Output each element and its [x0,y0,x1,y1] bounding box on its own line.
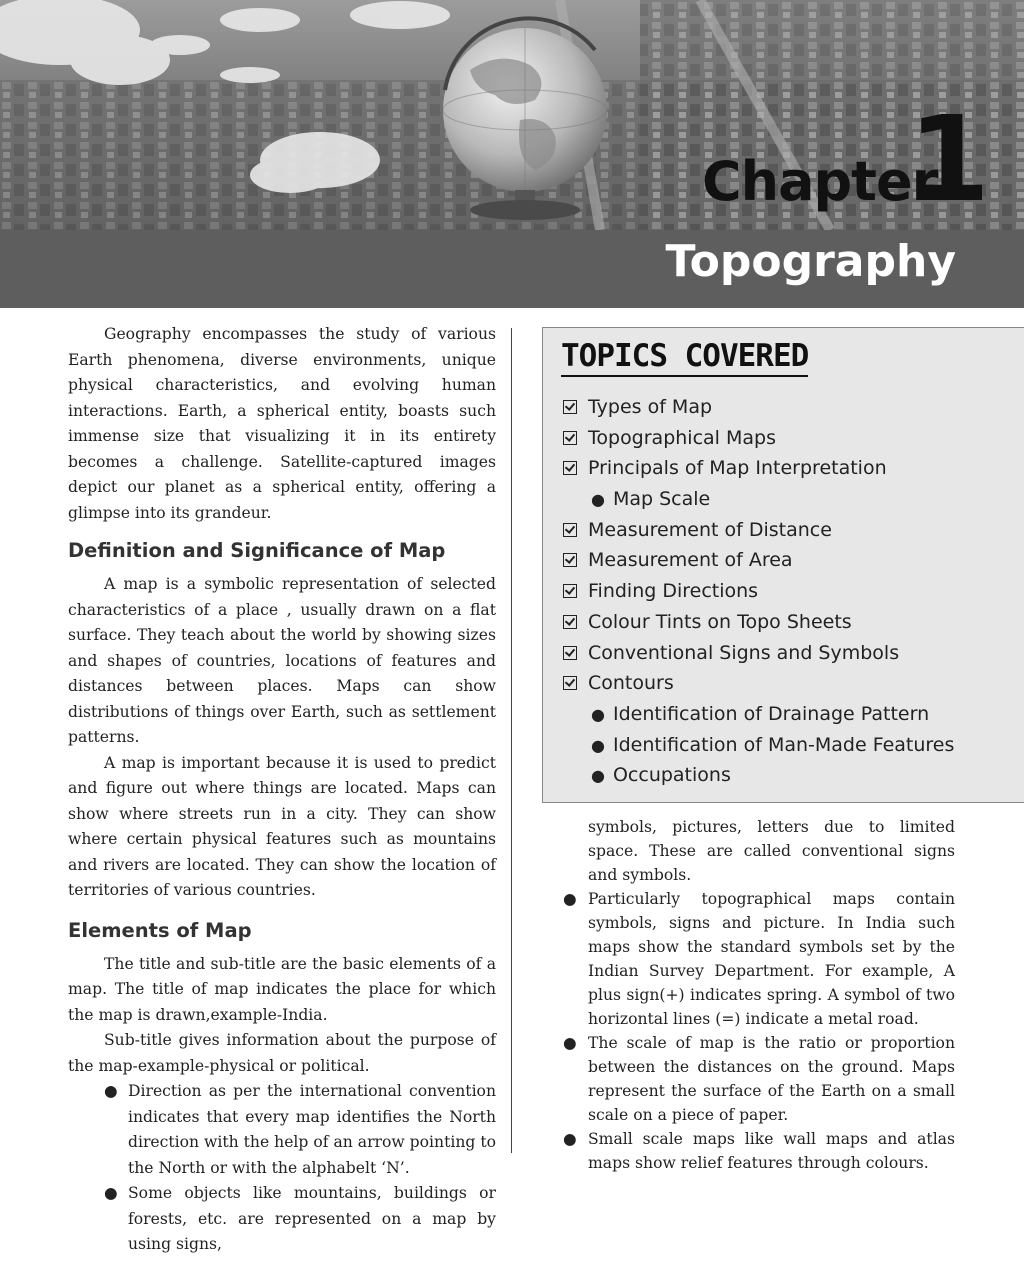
topic-item [563,576,954,607]
checkbox-checked-icon [563,431,577,445]
section-heading-definition: Definition and Significance of Map [68,539,446,562]
topic-item [563,484,954,515]
topic-item [563,423,954,454]
bullet-icon: ● [591,735,605,755]
right-column [563,815,955,1175]
checkbox-checked-icon [563,676,577,690]
topic-item [563,730,954,761]
list-item: ● Direction as per the international convention indicates that every map identifies the North direction with the help of an arrow pointing to the North or with the alphabelt ‘N’. [68,1079,496,1181]
topic-label: Measurement of Area [588,549,793,572]
bullet-icon: ● [591,490,605,510]
topic-label: Principals of Map Interpretation [588,457,887,480]
paragraph: Sub-title gives information about the purpose of the map-example-physical or political. [68,1031,496,1075]
chapter-label: Chapter [702,150,938,213]
bullet-icon: ● [563,1034,577,1052]
chapter-banner [0,0,1024,230]
topic-item [563,545,954,576]
section-heading-elements: Elements of Map [68,918,252,942]
left-column [68,322,496,1258]
bullet-list [68,1079,496,1258]
checkbox-checked-icon [563,553,577,567]
checkbox-checked-icon [563,615,577,629]
bullet-icon: ● [591,766,605,786]
chapter-title: Topography [665,236,956,287]
topic-item [563,760,954,791]
topic-label: Occupations [612,764,731,787]
topic-item [563,699,954,730]
topic-label: Measurement of Distance [588,518,832,541]
list-item: ● Particularly topographical maps contain symbols, signs and picture. In India such maps show the standard symbols set by the Indian Survey Department. For example, A plus sign(+) indicates spring. A symbol of two horizontal lines (=) indicate a metal road. [563,887,955,1031]
bullet-list [563,887,955,1175]
topic-item [563,453,954,484]
topic-label: Contours [588,672,674,695]
intro-paragraph: Geography encompasses the study of various Earth phenomena, diverse environments, unique physical characteristics, and evolving human interactions. Earth, a spherical entity, boasts such immense size that visualizing it in its entirety becomes a challenge. Satellite-captured images depict our planet as a spherical entity, offering a glimpse into its grandeur. [68,325,496,522]
column-divider [511,328,512,1153]
bullet-icon: ● [563,1130,577,1148]
bullet-icon: ● [104,1184,118,1202]
topic-label: Colour Tints on Topo Sheets [588,610,852,633]
topic-label: Topographical Maps [588,426,776,449]
checkbox-checked-icon [563,584,577,598]
topic-label: Identification of Drainage Pattern [612,702,930,725]
bullet-icon: ● [563,890,577,908]
continued-text: symbols, pictures, letters due to limited space. These are called conventional signs and symbols. [588,818,955,884]
checkbox-checked-icon [563,523,577,537]
topics-covered-box [542,327,1024,803]
paragraph: A map is a symbolic representation of selected characteristics of a place , usually drawn on a flat surface. They teach about the world by showing sizes and shapes of countries, locations of features and distances between places. Maps can show distributions of things over Earth, such as settlement patterns. [68,575,496,746]
checkbox-checked-icon [563,400,577,414]
topics-list [563,392,954,791]
bullet-icon: ● [104,1082,118,1100]
topic-label: Conventional Signs and Symbols [588,641,900,664]
topic-label: Identification of Man-Made Features [612,733,955,756]
paragraph: A map is important because it is used to predict and figure out where things are located. Maps can show where streets run in a city. They can show where certain physical features such as mountains and rivers are located. They can show the location of territories of various countries. [68,753,496,899]
checkbox-checked-icon [563,646,577,660]
checkbox-checked-icon [563,461,577,475]
topic-label: Types of Map [588,396,713,418]
title-bar [0,230,1024,308]
list-item: ● Some objects like mountains, buildings or forests, etc. are represented on a map by using signs, [68,1181,496,1258]
bullet-icon: ● [591,704,605,724]
list-item: ● The scale of map is the ratio or proportion between the distances on the ground. Maps represent the surface of the Earth on a small scale on a piece of paper. [563,1031,955,1127]
list-item: ● Small scale maps like wall maps and atlas maps show relief features through colours. [563,1127,955,1175]
topic-label: Map Scale [612,488,711,511]
topic-item [563,515,954,546]
topic-item [563,668,954,699]
topic-label: Finding Directions [588,580,759,603]
topics-heading: TOPICS COVERED [561,338,808,377]
paragraph: The title and sub-title are the basic elements of a map. The title of map indicates the place for which the map is drawn,example-India. [68,954,496,1024]
topic-item [563,638,954,669]
topic-item [563,607,954,638]
topic-item [563,392,954,423]
chapter-number: 1 [908,90,991,228]
